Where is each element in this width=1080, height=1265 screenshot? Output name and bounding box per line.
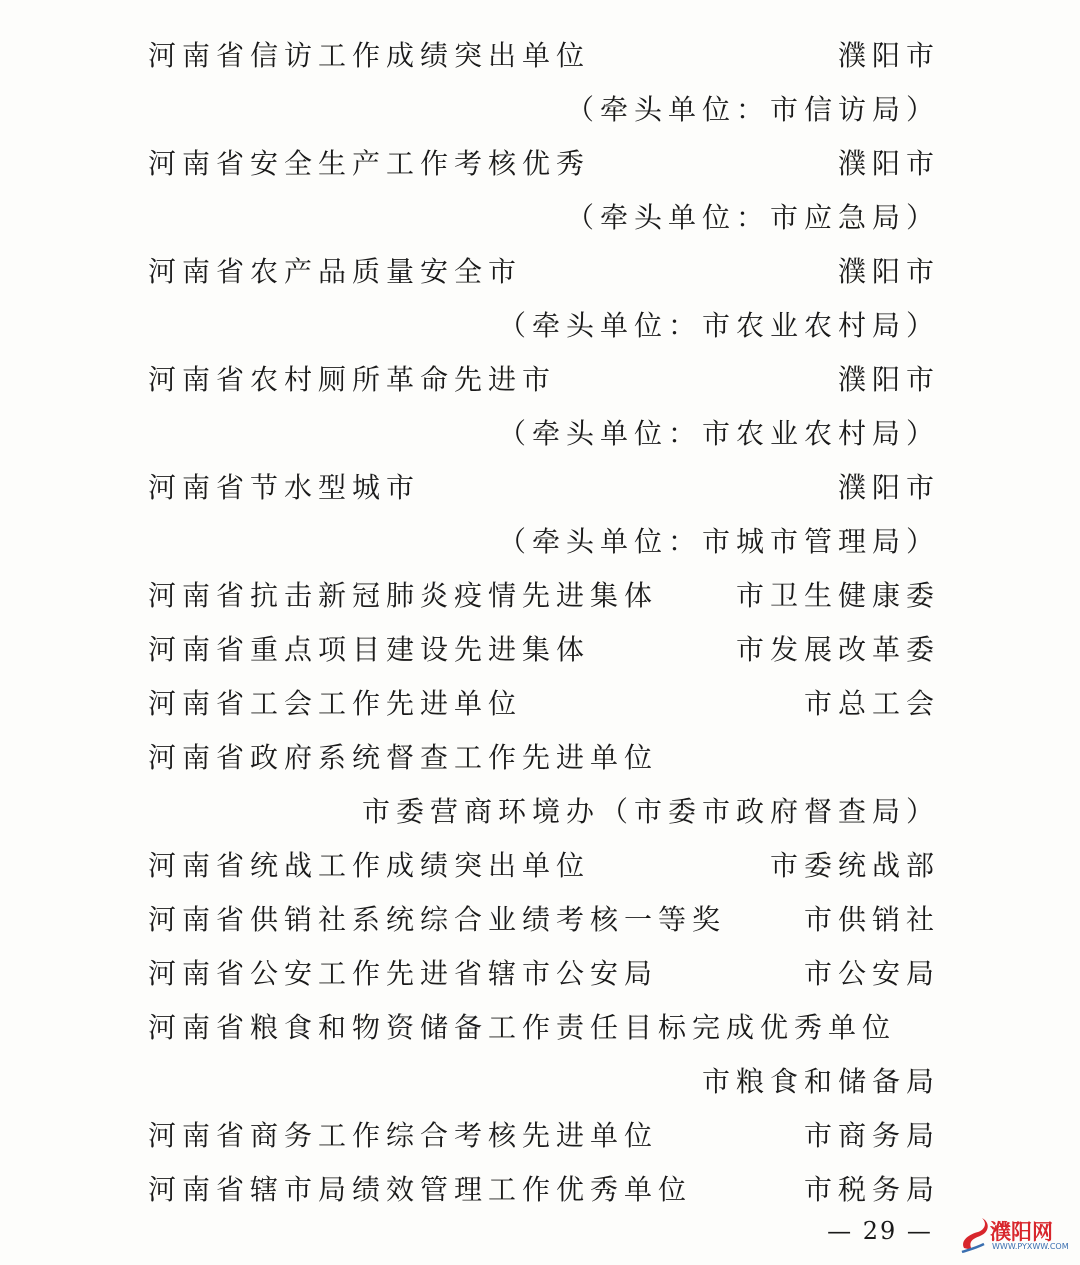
- award-title: 河南省重点项目建设先进集体: [148, 633, 591, 666]
- pyxww-logo-icon: [958, 1214, 992, 1256]
- award-row-continuation: [148, 90, 940, 130]
- award-row-continuation: [148, 522, 940, 562]
- award-recipient: 市发展改革委: [735, 633, 940, 666]
- award-row: [148, 468, 940, 508]
- award-row-continuation: [148, 792, 940, 832]
- award-title: 河南省粮食和物资储备工作责任目标完成优秀单位: [148, 1011, 897, 1044]
- award-recipient: 市总工会: [803, 687, 940, 720]
- award-row: [148, 630, 940, 670]
- award-row-continuation: [148, 306, 940, 346]
- award-row: [148, 1116, 940, 1156]
- award-recipient: 市委营商环境办（市委市政府督查局）: [361, 795, 940, 828]
- award-title: 河南省信访工作成绩突出单位: [148, 39, 591, 72]
- award-recipient: 濮阳市: [837, 255, 940, 288]
- award-row: [148, 144, 940, 184]
- award-title: 河南省节水型城市: [148, 471, 421, 504]
- award-recipient: 濮阳市: [837, 363, 940, 396]
- award-title: 河南省安全生产工作考核优秀: [148, 147, 591, 180]
- award-row: [148, 36, 940, 76]
- award-recipient: （牵头单位：市农业农村局）: [497, 417, 940, 450]
- award-row-continuation: [148, 1062, 940, 1102]
- award-row: [148, 1170, 940, 1210]
- award-recipient: （牵头单位：市应急局）: [565, 201, 940, 234]
- award-row: [148, 576, 940, 616]
- award-title: 河南省公安工作先进省辖市公安局: [148, 957, 659, 990]
- award-row-continuation: [148, 198, 940, 238]
- award-title: 河南省工会工作先进单位: [148, 687, 523, 720]
- award-row-continuation: [148, 414, 940, 454]
- award-title: 河南省农产品质量安全市: [148, 255, 523, 288]
- award-recipient: 市税务局: [803, 1173, 940, 1206]
- award-row: [148, 684, 940, 724]
- award-recipient: 市卫生健康委: [735, 579, 940, 612]
- award-title: 河南省商务工作综合考核先进单位: [148, 1119, 659, 1152]
- watermark-url: WWW.PYXWW.COM: [992, 1242, 1069, 1251]
- award-row: [148, 738, 940, 778]
- award-row: [148, 954, 940, 994]
- award-recipient: 市公安局: [803, 957, 940, 990]
- award-recipient: 市委统战部: [769, 849, 940, 882]
- award-row: [148, 1008, 940, 1048]
- award-recipient: 濮阳市: [837, 471, 940, 504]
- award-title: 河南省统战工作成绩突出单位: [148, 849, 591, 882]
- award-recipient: （牵头单位：市城市管理局）: [497, 525, 940, 558]
- award-recipient: （牵头单位：市信访局）: [565, 93, 940, 126]
- award-title: 河南省供销社系统综合业绩考核一等奖: [148, 903, 727, 936]
- award-title: 河南省辖市局绩效管理工作优秀单位: [148, 1173, 693, 1206]
- award-title: 河南省农村厕所革命先进市: [148, 363, 557, 396]
- award-row: [148, 846, 940, 886]
- award-recipient: 市供销社: [803, 903, 940, 936]
- award-recipient: （牵头单位：市农业农村局）: [497, 309, 940, 342]
- award-recipient: 濮阳市: [837, 39, 940, 72]
- award-title: 河南省抗击新冠肺炎疫情先进集体: [148, 579, 659, 612]
- award-row: [148, 900, 940, 940]
- award-title: 河南省政府系统督查工作先进单位: [148, 741, 659, 774]
- page-number: — 29 —: [827, 1217, 933, 1245]
- award-row: [148, 252, 940, 292]
- watermark-name: 濮阳网: [990, 1220, 1053, 1244]
- award-recipient: 市商务局: [803, 1119, 940, 1152]
- award-recipient: 濮阳市: [837, 147, 940, 180]
- award-row: [148, 360, 940, 400]
- site-watermark: [958, 1214, 1076, 1256]
- award-recipient: 市粮食和储备局: [701, 1065, 940, 1098]
